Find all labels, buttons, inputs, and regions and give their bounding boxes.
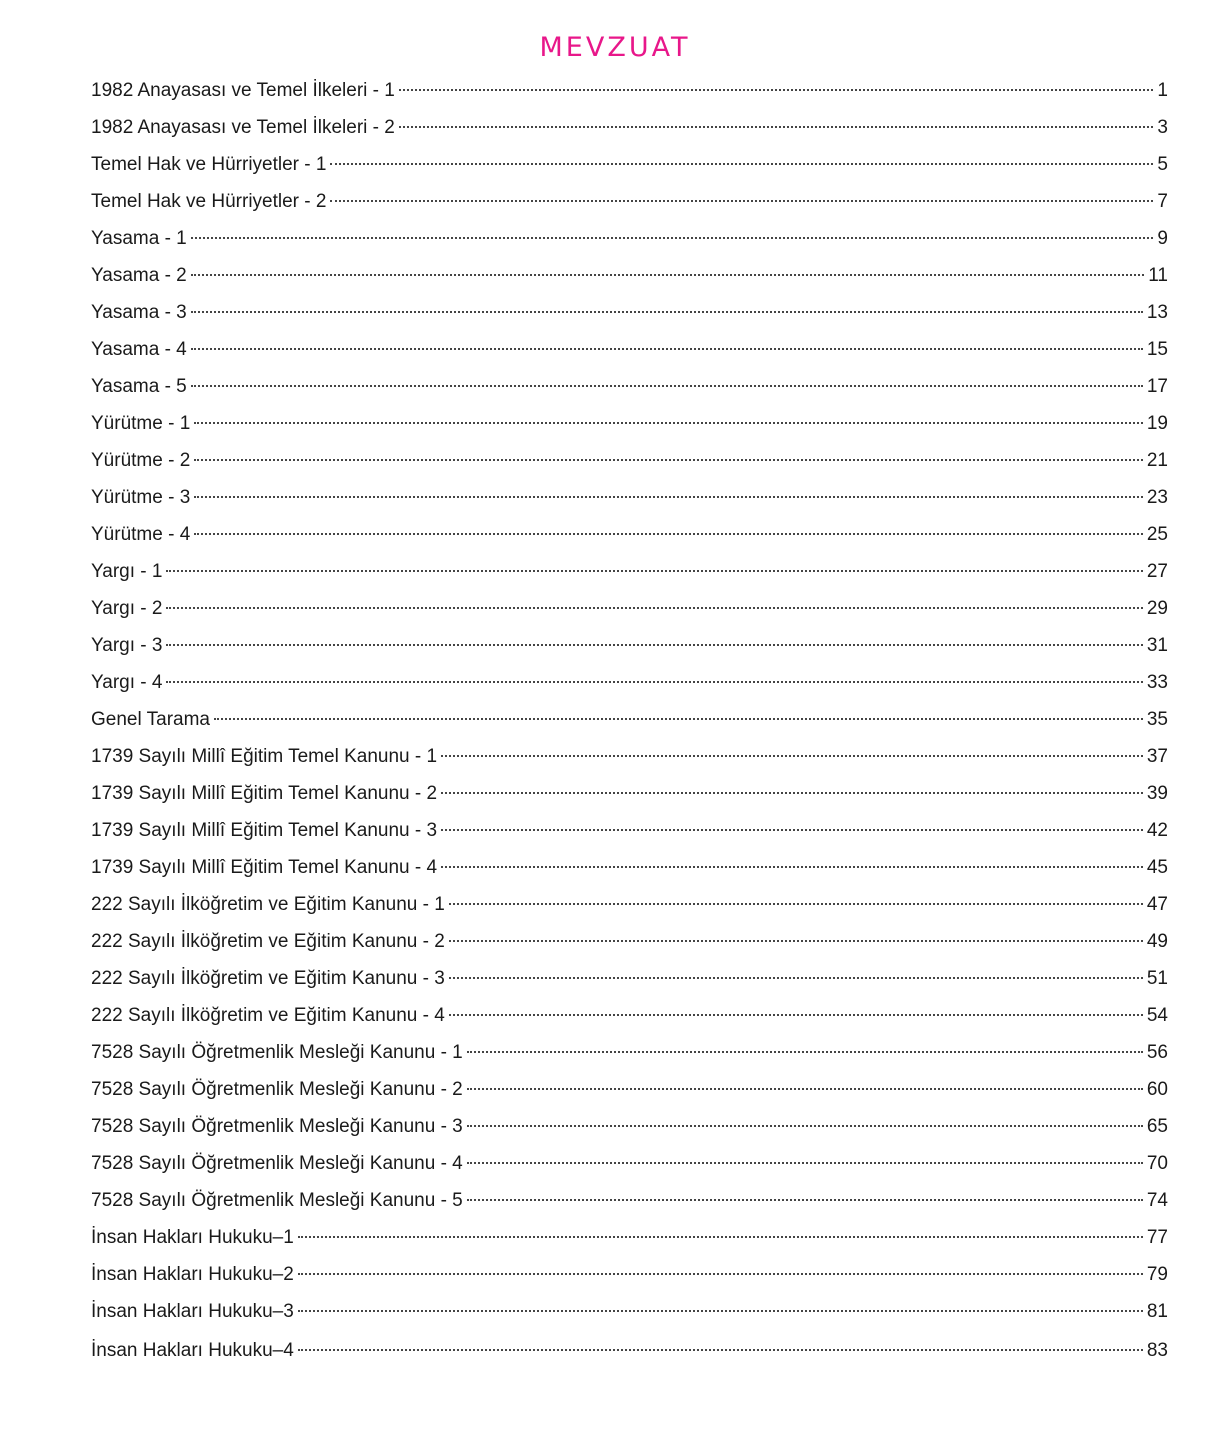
- toc-entry[interactable]: [91, 405, 1168, 442]
- toc-entry-label: Yürütme - 1: [91, 413, 191, 434]
- toc-entry-label: Yasama - 1: [91, 228, 187, 249]
- dot-leader: [191, 385, 1143, 387]
- toc-entry[interactable]: [91, 886, 1168, 923]
- toc-entry-label: 7528 Sayılı Öğretmenlik Mesleği Kanunu - 5: [91, 1190, 463, 1211]
- toc-entry-label: Yürütme - 4: [91, 524, 191, 545]
- dot-leader: [298, 1236, 1143, 1238]
- toc-entry-page-number: 9: [1157, 228, 1168, 249]
- toc-entry[interactable]: [91, 1293, 1168, 1330]
- toc-entry-label: 1982 Anayasası ve Temel İlkeleri - 2: [91, 117, 395, 138]
- toc-entry-page-number: 49: [1146, 931, 1168, 952]
- toc-entry[interactable]: [91, 590, 1168, 627]
- toc-entry-label: Genel Tarama: [91, 709, 210, 730]
- toc-entry-page-number: 81: [1146, 1301, 1168, 1322]
- toc-entry-page-number: 39: [1146, 783, 1168, 804]
- toc-entry-page-number: 17: [1146, 376, 1168, 397]
- toc-entry[interactable]: [91, 664, 1168, 701]
- toc-entry-page-number: 33: [1146, 672, 1168, 693]
- toc-entry-page-number: 3: [1157, 117, 1168, 138]
- toc-entry-label: 222 Sayılı İlköğretim ve Eğitim Kanunu - 2: [91, 931, 445, 952]
- dot-leader: [194, 459, 1143, 461]
- toc-entry-label: İnsan Hakları Hukuku–2: [91, 1264, 294, 1285]
- dot-leader: [449, 903, 1143, 905]
- dot-leader: [298, 1273, 1143, 1275]
- dot-leader: [449, 977, 1143, 979]
- dot-leader: [330, 163, 1153, 165]
- toc-entry-page-number: 19: [1146, 413, 1168, 434]
- toc-entry-label: Yürütme - 2: [91, 450, 191, 471]
- dot-leader: [399, 126, 1154, 128]
- dot-leader: [441, 829, 1143, 831]
- dot-leader: [467, 1125, 1143, 1127]
- dot-leader: [194, 533, 1143, 535]
- toc-entry[interactable]: [91, 294, 1168, 331]
- toc-entry-label: 7528 Sayılı Öğretmenlik Mesleği Kanunu - 1: [91, 1042, 463, 1063]
- toc-entry[interactable]: [91, 257, 1168, 294]
- dot-leader: [441, 792, 1143, 794]
- dot-leader: [191, 348, 1143, 350]
- page-title: MEVZUAT: [539, 32, 691, 63]
- dot-leader: [467, 1199, 1143, 1201]
- toc-entry-label: 7528 Sayılı Öğretmenlik Mesleği Kanunu - 4: [91, 1153, 463, 1174]
- toc-entry[interactable]: [91, 1182, 1168, 1219]
- toc-entry-page-number: 31: [1146, 635, 1168, 656]
- toc-entry-label: 1982 Anayasası ve Temel İlkeleri - 1: [91, 80, 395, 101]
- dot-leader: [194, 422, 1143, 424]
- toc-entry[interactable]: [91, 183, 1168, 220]
- toc-entry-page-number: 56: [1146, 1042, 1168, 1063]
- toc-entry[interactable]: [91, 553, 1168, 590]
- toc-entry[interactable]: [91, 146, 1168, 183]
- toc-entry-label: 222 Sayılı İlköğretim ve Eğitim Kanunu - 4: [91, 1005, 445, 1026]
- toc-entry-label: Yargı - 3: [91, 635, 163, 656]
- toc-entry[interactable]: [91, 1256, 1168, 1293]
- toc-entry[interactable]: [91, 923, 1168, 960]
- dot-leader: [166, 570, 1142, 572]
- toc-entry-page-number: 79: [1146, 1264, 1168, 1285]
- dot-leader: [194, 496, 1143, 498]
- toc-entry-page-number: 15: [1146, 339, 1168, 360]
- toc-entry-label: Yasama - 3: [91, 302, 187, 323]
- toc-entry[interactable]: [91, 516, 1168, 553]
- toc-entry[interactable]: [91, 368, 1168, 405]
- toc-entry[interactable]: [91, 220, 1168, 257]
- dot-leader: [441, 755, 1143, 757]
- dot-leader: [191, 237, 1154, 239]
- toc-entry-label: Yasama - 4: [91, 339, 187, 360]
- toc-entry-page-number: 51: [1146, 968, 1168, 989]
- toc-entry-page-number: 37: [1146, 746, 1168, 767]
- toc-entry-label: Yargı - 1: [91, 561, 163, 582]
- dot-leader: [441, 866, 1143, 868]
- toc-entry-page-number: 11: [1148, 265, 1168, 286]
- toc-entry-label: Yürütme - 3: [91, 487, 191, 508]
- toc-entry-page-number: 42: [1146, 820, 1168, 841]
- toc-entry[interactable]: [91, 479, 1168, 516]
- toc-entry[interactable]: [91, 627, 1168, 664]
- dot-leader: [298, 1349, 1143, 1351]
- toc-entry[interactable]: [91, 738, 1168, 775]
- dot-leader: [330, 200, 1153, 202]
- toc-entry-page-number: 5: [1157, 154, 1168, 175]
- toc-entry-page-number: 60: [1146, 1079, 1168, 1100]
- toc-entry[interactable]: [91, 1332, 1168, 1369]
- toc-entry[interactable]: [91, 775, 1168, 812]
- toc-entry[interactable]: [91, 72, 1168, 109]
- dot-leader: [467, 1051, 1143, 1053]
- dot-leader: [166, 644, 1142, 646]
- toc-entry-label: İnsan Hakları Hukuku–4: [91, 1340, 294, 1361]
- toc-entry[interactable]: [91, 109, 1168, 146]
- toc-entry[interactable]: [91, 442, 1168, 479]
- toc-entry-page-number: 21: [1146, 450, 1168, 471]
- toc-entry-label: 1739 Sayılı Millî Eğitim Temel Kanunu - 3: [91, 820, 438, 841]
- dot-leader: [191, 311, 1143, 313]
- toc-entry-page-number: 1: [1157, 80, 1168, 101]
- dot-leader: [214, 718, 1143, 720]
- toc-entry-page-number: 65: [1146, 1116, 1168, 1137]
- toc-entry-page-number: 35: [1146, 709, 1168, 730]
- dot-leader: [467, 1162, 1143, 1164]
- toc-entry-label: 222 Sayılı İlköğretim ve Eğitim Kanunu - 3: [91, 968, 445, 989]
- toc-entry-page-number: 70: [1146, 1153, 1168, 1174]
- dot-leader: [166, 607, 1142, 609]
- dot-leader: [449, 940, 1143, 942]
- table-of-contents: [91, 72, 1168, 1369]
- toc-entry-page-number: 23: [1146, 487, 1168, 508]
- toc-entry[interactable]: [91, 997, 1168, 1034]
- toc-entry-page-number: 77: [1146, 1227, 1168, 1248]
- toc-entry-label: Yasama - 5: [91, 376, 187, 397]
- toc-entry[interactable]: [91, 849, 1168, 886]
- toc-entry-label: İnsan Hakları Hukuku–1: [91, 1227, 294, 1248]
- dot-leader: [298, 1310, 1143, 1312]
- dot-leader: [166, 681, 1142, 683]
- toc-entry-page-number: 27: [1146, 561, 1168, 582]
- toc-entry[interactable]: [91, 1108, 1168, 1145]
- toc-entry-label: Yasama - 2: [91, 265, 187, 286]
- dot-leader: [191, 274, 1145, 276]
- toc-entry-page-number: 54: [1146, 1005, 1168, 1026]
- dot-leader: [399, 89, 1154, 91]
- toc-entry-label: Temel Hak ve Hürriyetler - 1: [91, 154, 327, 175]
- toc-entry-label: İnsan Hakları Hukuku–3: [91, 1301, 294, 1322]
- toc-entry-page-number: 25: [1146, 524, 1168, 545]
- toc-entry[interactable]: [91, 812, 1168, 849]
- toc-entry-label: 1739 Sayılı Millî Eğitim Temel Kanunu - 4: [91, 857, 438, 878]
- dot-leader: [467, 1088, 1143, 1090]
- toc-entry[interactable]: [91, 1145, 1168, 1182]
- toc-entry-label: 7528 Sayılı Öğretmenlik Mesleği Kanunu - 3: [91, 1116, 463, 1137]
- toc-entry-label: 1739 Sayılı Millî Eğitim Temel Kanunu - 2: [91, 783, 438, 804]
- toc-entry[interactable]: [91, 1071, 1168, 1108]
- toc-entry-page-number: 83: [1146, 1340, 1168, 1361]
- toc-entry-page-number: 45: [1146, 857, 1168, 878]
- toc-entry-label: Yargı - 2: [91, 598, 163, 619]
- toc-entry-label: 222 Sayılı İlköğretim ve Eğitim Kanunu - 1: [91, 894, 445, 915]
- toc-entry-label: Yargı - 4: [91, 672, 163, 693]
- toc-entry-label: Temel Hak ve Hürriyetler - 2: [91, 191, 327, 212]
- toc-entry[interactable]: [91, 1219, 1168, 1256]
- toc-entry-page-number: 29: [1146, 598, 1168, 619]
- toc-entry-label: 7528 Sayılı Öğretmenlik Mesleği Kanunu - 2: [91, 1079, 463, 1100]
- toc-entry-label: 1739 Sayılı Millî Eğitim Temel Kanunu - 1: [91, 746, 438, 767]
- toc-entry-page-number: 74: [1146, 1190, 1168, 1211]
- toc-entry-page-number: 13: [1146, 302, 1168, 323]
- toc-entry-page-number: 47: [1146, 894, 1168, 915]
- toc-entry-page-number: 7: [1157, 191, 1168, 212]
- toc-entry[interactable]: [91, 701, 1168, 738]
- dot-leader: [449, 1014, 1143, 1016]
- toc-entry[interactable]: [91, 331, 1168, 368]
- toc-entry[interactable]: [91, 1034, 1168, 1071]
- toc-entry[interactable]: [91, 960, 1168, 997]
